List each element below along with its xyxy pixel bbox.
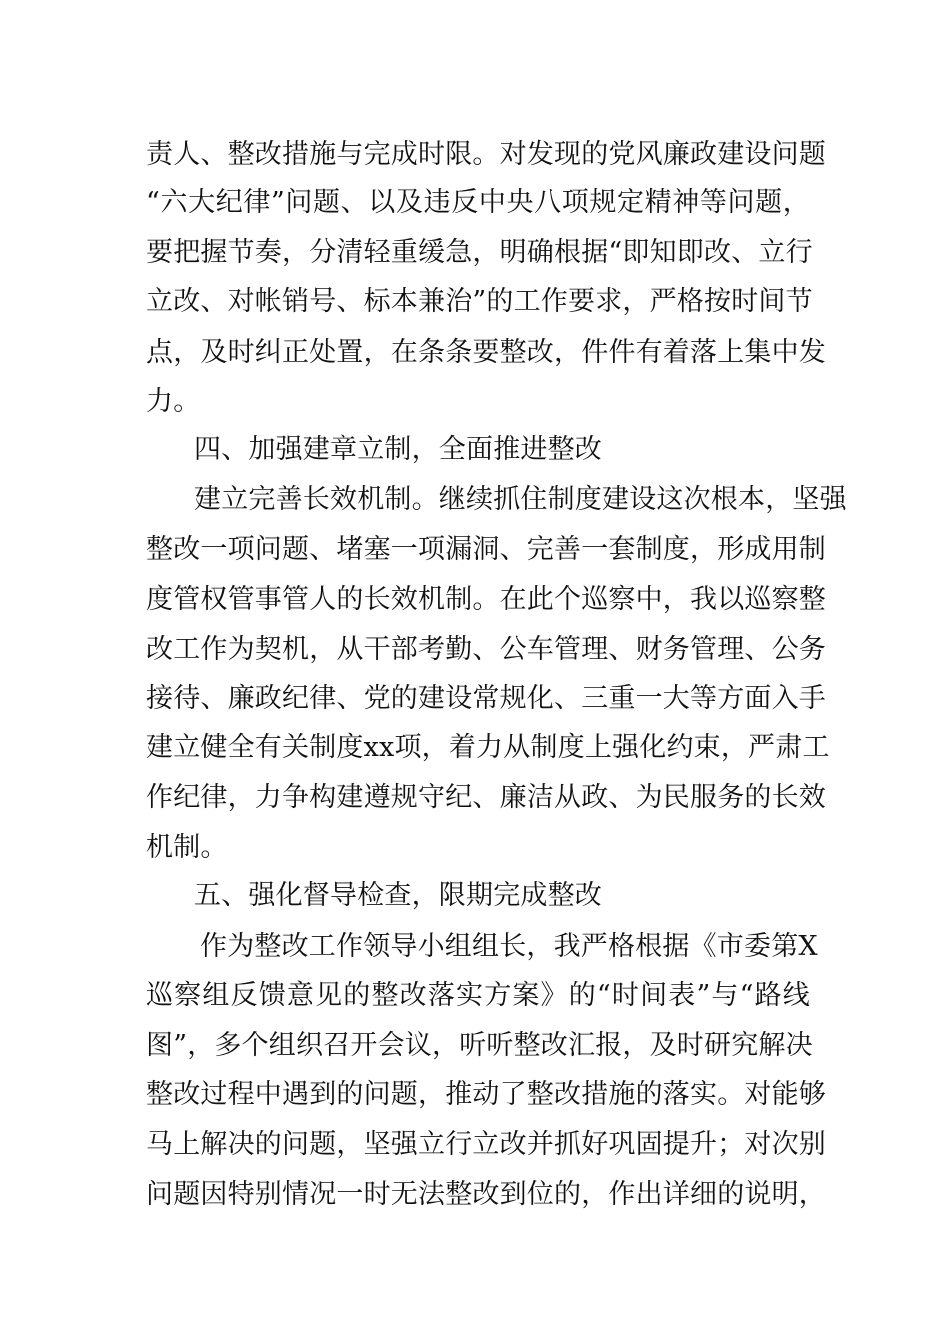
text-line-15: 机制。 — [146, 832, 228, 863]
text-line-5: 点，及时纠正处置，在条条要整改，件件有着落上集中发 — [146, 337, 826, 368]
text-line-11: 改工作为契机，从干部考勤、公车管理、财务管理、公务 — [146, 634, 826, 665]
text-line-10: 度管权管事管人的长效机制。在此个巡察中，我以巡察整 — [146, 584, 826, 615]
text-line-2: “六大纪律”问题、以及违反中央八项规定精神等问题， — [146, 187, 810, 218]
text-line-22: 问题因特别情况一时无法整改到位的，作出详细的说明， — [146, 1179, 826, 1210]
text-line-18: 巡察组反馈意见的整改落实方案》的“时间表”与“路线 — [146, 980, 810, 1011]
section-heading-5: 五、强化督导检查，限期完成整改 — [194, 880, 602, 911]
text-line-3: 要把握节奏，分清轻重缓急，明确根据“即知即改、立行 — [146, 237, 813, 268]
text-line-14: 作纪律，力争构建遵规守纪、廉洁从政、为民服务的长效 — [146, 782, 826, 813]
text-line-12: 接待、廉政纪律、党的建设常规化、三重一大等方面入手 — [146, 683, 826, 714]
text-line-8: 建立完善长效机制。继续抓住制度建设这次根本，坚强 — [194, 484, 847, 515]
text-line-20: 整改过程中遇到的问题，推动了整改措施的落实。对能够 — [146, 1079, 826, 1110]
text-line-17: 作为整改工作领导小组组长，我严格根据《市委第X — [200, 931, 818, 962]
text-line-9: 整改一项问题、堵塞一项漏洞、完善一套制度，形成用制 — [146, 534, 826, 565]
text-line-13: 建立健全有关制度xx项，着力从制度上强化约束，严肃工 — [146, 732, 830, 763]
text-line-1: 责人、整改措施与完成时限。对发现的党风廉政建设问题 — [146, 139, 826, 170]
text-line-21: 马上解决的问题，坚强立行立改并抓好巩固提升；对次别 — [146, 1129, 826, 1160]
section-heading-4: 四、加强建章立制，全面推进整改 — [194, 434, 602, 465]
text-line-4: 立改、对帐销号、标本兼治”的工作要求，严格按时间节 — [146, 286, 813, 317]
text-line-19: 图”，多个组织召开会议，听听整改汇报，及时研究解决 — [146, 1030, 813, 1061]
text-line-6: 力。 — [146, 386, 201, 417]
